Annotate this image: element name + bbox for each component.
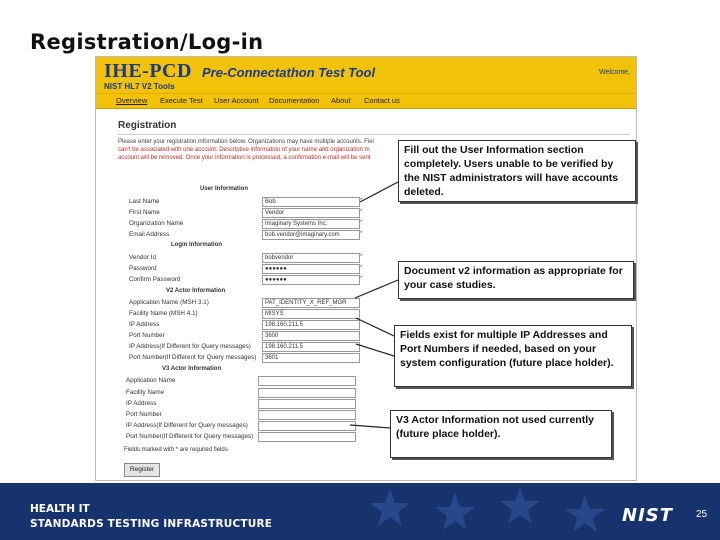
connector-line (356, 318, 394, 336)
v3-ip-label: IP Address (126, 400, 157, 407)
footer-bar (0, 483, 720, 540)
required-mark: * (360, 254, 363, 260)
first-name-label: First Name (129, 209, 160, 216)
org-name-field[interactable]: Imaginary Systems Inc. (262, 219, 360, 229)
footer-line1: HEALTH IT (30, 503, 90, 515)
password-field[interactable]: ●●●●●● (262, 264, 360, 274)
required-mark: * (360, 209, 363, 215)
v2-facility-field[interactable]: MISYS (262, 309, 360, 319)
v3-app-name-label: Application Name (126, 377, 176, 384)
vendor-id-field[interactable]: bobvendor (262, 253, 360, 263)
intro-line: can't be associated with one account. Descriptive information of your name and organization m (118, 147, 370, 153)
app-subtitle: NIST HL7 V2 Tools (104, 82, 175, 91)
v2-port-label: Port Number (129, 332, 165, 339)
page-number: 25 (696, 509, 708, 520)
email-label: Email Address (129, 231, 170, 238)
connector-line (356, 344, 394, 356)
v3-ip-query-label: IP Address(If Different for Query messages) (126, 422, 248, 429)
callout-v2-info: Document v2 information as appropriate for your case studies. (398, 261, 634, 299)
last-name-field[interactable]: Bob (262, 197, 360, 207)
required-fields-note: Fields marked with * are required fields (124, 447, 228, 453)
connector-line (350, 425, 390, 428)
slide-title: Registration/Log-in (30, 30, 264, 54)
required-mark: * (360, 276, 363, 282)
v2-ip-query-label: IP Address(If Different for Query messages) (129, 343, 251, 350)
required-mark: * (360, 220, 363, 226)
callout-v3-info: V3 Actor Information not used currently (future place holder). (390, 410, 612, 458)
confirm-password-field[interactable]: ●●●●●● (262, 275, 360, 285)
intro-line: Please enter your registration information below. Organizations may have multiple accounts. Fiel (118, 139, 374, 145)
intro-line: account will be removed. Once your information is processed, a confirmation e-mail will be sent (118, 155, 371, 161)
nav-user-account[interactable]: User Account (214, 96, 259, 105)
org-name-label: Organization Name (129, 220, 184, 227)
callout-user-info: Fill out the User Information section completely. Users unable to be verified by the NIST administrators will have accounts deleted. (398, 140, 636, 202)
v2-port-query-label: Port Number(If Different for Query messages) (129, 354, 257, 361)
callout-ip-ports: Fields exist for multiple IP Addresses and Port Numbers if needed, based on your system configuration (future place holder). (394, 325, 632, 387)
nav-about[interactable]: About (331, 96, 351, 105)
footer-line2: STANDARDS TESTING INFRASTRUCTURE (30, 518, 273, 530)
v3-actor-heading: V3 Actor Information (162, 366, 222, 372)
stars-decoration (360, 483, 620, 540)
v2-ip-field[interactable]: 198.160.211.5 (262, 320, 360, 330)
v2-ip-label: IP Address (129, 321, 160, 328)
v2-port-field[interactable]: 3600 (262, 331, 360, 341)
app-brand[interactable]: IHE-PCD (104, 60, 192, 82)
v2-app-name-label: Application Name (MSH 3.1) (129, 299, 209, 306)
v3-facility-label: Facility Name (126, 389, 165, 396)
v2-ip-query-field[interactable]: 198.160.211.5 (262, 342, 360, 352)
user-info-heading: User Information (200, 186, 249, 192)
connector-line (355, 280, 398, 298)
v3-port-query-label: Port Number(If Different for Query messages) (126, 433, 254, 440)
email-field[interactable]: bob.vendor@imaginary.com (262, 230, 360, 240)
v2-actor-heading: V2 Actor Information (166, 288, 226, 294)
confirm-password-label: Confirm Password (129, 276, 181, 283)
tool-name: Pre-Connectathon Test Tool (202, 65, 376, 80)
required-mark: * (360, 265, 363, 271)
nav-documentation[interactable]: Documentation (269, 96, 320, 105)
password-label: Password (129, 265, 157, 272)
first-name-field[interactable]: Vendor (262, 208, 360, 218)
v2-app-name-field[interactable]: PAT_IDENTITY_X_REF_MGR (262, 298, 360, 308)
login-info-heading: Login Information (171, 242, 222, 248)
register-button[interactable]: Register (124, 463, 160, 477)
page-heading: Registration (118, 120, 177, 131)
connector-line (360, 182, 398, 202)
vendor-id-label: Vendor Id (129, 254, 156, 261)
nav-contact-us[interactable]: Contact us (364, 96, 400, 105)
welcome-text: Welcome, (599, 69, 630, 76)
v3-port-label: Port Number (126, 411, 162, 418)
nav-execute-test[interactable]: Execute Test (160, 96, 203, 105)
v2-facility-label: Facility Name (MSH 4.1) (129, 310, 198, 317)
v2-port-query-field[interactable]: 3601 (262, 353, 360, 363)
nav-overview[interactable]: Overview (116, 96, 148, 105)
nist-logo: NIST (622, 505, 674, 526)
required-mark: * (360, 231, 363, 237)
last-name-label: Last Name (129, 198, 160, 205)
